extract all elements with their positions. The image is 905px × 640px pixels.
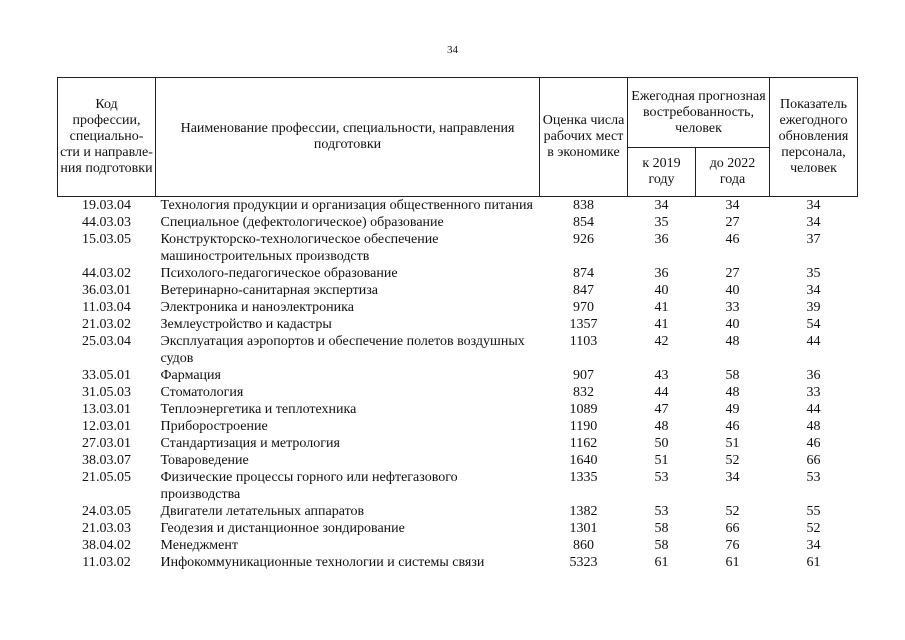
row-renewal: 44 [806,402,821,417]
row-code: 44.03.03 [82,215,131,230]
row-jobs: 838 [573,198,594,213]
row-name: Специальное (дефектологическое) образование [160,215,444,230]
table-row [58,503,858,520]
row-name: Технология продукции и организация общественного питания [160,198,533,213]
row-code: 31.05.03 [82,385,131,400]
row-renewal: 54 [806,317,821,332]
row-name: Инфокоммуникационные технологии и системы связи [160,555,485,570]
row-demand-2022: 40 [725,283,740,298]
table-row [58,520,858,537]
table-row [58,299,858,316]
row-renewal: 34 [806,283,821,298]
row-jobs: 1640 [569,453,598,468]
row-demand-2019: 58 [654,521,669,536]
table-row [58,367,858,384]
row-name: Электроника и наноэлектроника [160,300,354,315]
row-renewal: 46 [806,436,821,451]
table-row [58,554,858,571]
table-row [58,316,858,333]
table-row [58,537,858,554]
row-name: Товароведение [160,453,249,468]
row-jobs: 5323 [569,555,598,570]
row-demand-2022: 34 [725,198,740,213]
header-demand: Ежегодная прогнозная востребованность, человек [628,78,770,148]
row-demand-2022: 66 [725,521,740,536]
row-demand-2019: 42 [654,334,669,349]
row-code: 13.03.01 [82,402,131,417]
row-code: 15.03.05 [82,232,131,247]
row-demand-2022: 48 [725,334,740,349]
row-jobs: 1103 [569,334,598,349]
table-row [58,435,858,452]
row-demand-2022: 49 [725,402,740,417]
row-code: 21.05.05 [82,470,131,485]
row-renewal: 34 [806,538,821,553]
row-renewal: 37 [806,232,821,247]
row-name: Ветеринарно-санитарная экспертиза [160,283,379,298]
row-demand-2022: 40 [725,317,740,332]
row-renewal: 52 [806,521,821,536]
row-jobs: 1335 [569,470,598,485]
row-jobs: 832 [573,385,594,400]
table-row [58,231,858,265]
row-name: Менеджмент [160,538,238,553]
row-demand-2019: 51 [654,453,669,468]
row-demand-2019: 36 [654,232,669,247]
row-demand-2019: 34 [654,198,669,213]
row-code: 38.03.07 [82,453,131,468]
demand-table [57,77,858,571]
row-code: 11.03.04 [82,300,131,315]
row-renewal: 66 [806,453,821,468]
row-demand-2022: 52 [725,504,740,519]
row-jobs: 1382 [569,504,598,519]
table-row [58,214,858,231]
row-renewal: 53 [806,470,821,485]
row-demand-2022: 52 [725,453,740,468]
header-jobs: Оценка числа рабочих мест в экономике [540,78,628,197]
row-jobs: 1089 [569,402,598,417]
row-jobs: 1162 [569,436,598,451]
row-code: 38.04.02 [82,538,131,553]
row-demand-2019: 47 [654,402,669,417]
row-demand-2019: 43 [654,368,669,383]
row-demand-2019: 50 [654,436,669,451]
row-jobs: 1357 [569,317,598,332]
row-demand-2022: 61 [725,555,740,570]
row-code: 36.03.01 [82,283,131,298]
row-demand-2019: 53 [654,504,669,519]
row-demand-2019: 58 [654,538,669,553]
row-code: 11.03.02 [82,555,131,570]
row-renewal: 33 [806,385,821,400]
header-to-2022: до 2022 года [696,148,770,197]
row-demand-2019: 40 [654,283,669,298]
row-name: Физические процессы горного или нефтегазового производства [160,470,458,502]
row-demand-2022: 33 [725,300,740,315]
row-name: Двигатели летательных аппаратов [160,504,365,519]
table-header [58,78,858,197]
row-code: 21.03.03 [82,521,131,536]
row-code: 33.05.01 [82,368,131,383]
row-code: 19.03.04 [82,198,131,213]
row-name: Стандартизация и метрология [160,436,340,451]
table-row [58,384,858,401]
row-jobs: 1301 [569,521,598,536]
row-name: Землеустройство и кадастры [160,317,332,332]
row-demand-2019: 41 [654,300,669,315]
row-jobs: 926 [573,232,594,247]
table-row [58,452,858,469]
row-jobs: 854 [573,215,594,230]
row-jobs: 874 [573,266,594,281]
row-demand-2022: 34 [725,470,740,485]
row-demand-2019: 48 [654,419,669,434]
row-code: 44.03.02 [82,266,131,281]
row-jobs: 847 [573,283,594,298]
header-renewal: Показатель ежегодного обновления персонала, человек [770,78,858,197]
row-demand-2019: 36 [654,266,669,281]
table-row [58,333,858,367]
row-jobs: 970 [573,300,594,315]
table-row [58,469,858,503]
row-code: 24.03.05 [82,504,131,519]
row-code: 25.03.04 [82,334,131,349]
row-renewal: 36 [806,368,821,383]
table-row [58,418,858,435]
row-demand-2019: 61 [654,555,669,570]
row-name: Эксплуатация аэропортов и обеспечение полетов воздушных судов [160,334,525,366]
row-code: 12.03.01 [82,419,131,434]
row-name: Конструкторско-технологическое обеспечение машиностроительных производств [160,232,439,264]
row-renewal: 55 [806,504,821,519]
row-demand-2022: 51 [725,436,740,451]
row-demand-2022: 46 [725,419,740,434]
row-demand-2019: 35 [654,215,669,230]
row-renewal: 48 [806,419,821,434]
table-row [58,265,858,282]
row-renewal: 35 [806,266,821,281]
table-body [58,197,858,572]
header-name: Наименование профессии, специальности, направления подготовки [156,78,540,197]
row-renewal: 34 [806,215,821,230]
row-renewal: 39 [806,300,821,315]
row-code: 27.03.01 [82,436,131,451]
row-jobs: 907 [573,368,594,383]
row-demand-2019: 41 [654,317,669,332]
row-code: 21.03.02 [82,317,131,332]
row-demand-2022: 58 [725,368,740,383]
page-number: 34 [447,44,458,56]
row-name: Приборостроение [160,419,268,434]
row-name: Геодезия и дистанционное зондирование [160,521,405,536]
row-demand-2022: 27 [725,266,740,281]
row-renewal: 44 [806,334,821,349]
row-renewal: 34 [806,198,821,213]
row-demand-2022: 46 [725,232,740,247]
row-name: Фармация [160,368,221,383]
table-row [58,197,858,215]
row-renewal: 61 [806,555,821,570]
table-row [58,282,858,299]
row-demand-2019: 44 [654,385,669,400]
row-jobs: 1190 [569,419,598,434]
row-demand-2019: 53 [654,470,669,485]
header-to-2019: к 2019 году [628,148,696,197]
row-demand-2022: 27 [725,215,740,230]
header-code: Код профессии, специально-сти и направле-ния подготовки [58,78,156,197]
row-name: Стоматология [160,385,244,400]
row-jobs: 860 [573,538,594,553]
row-name: Теплоэнергетика и теплотехника [160,402,357,417]
row-demand-2022: 76 [725,538,740,553]
row-name: Психолого-педагогическое образование [160,266,398,281]
table-row [58,401,858,418]
row-demand-2022: 48 [725,385,740,400]
